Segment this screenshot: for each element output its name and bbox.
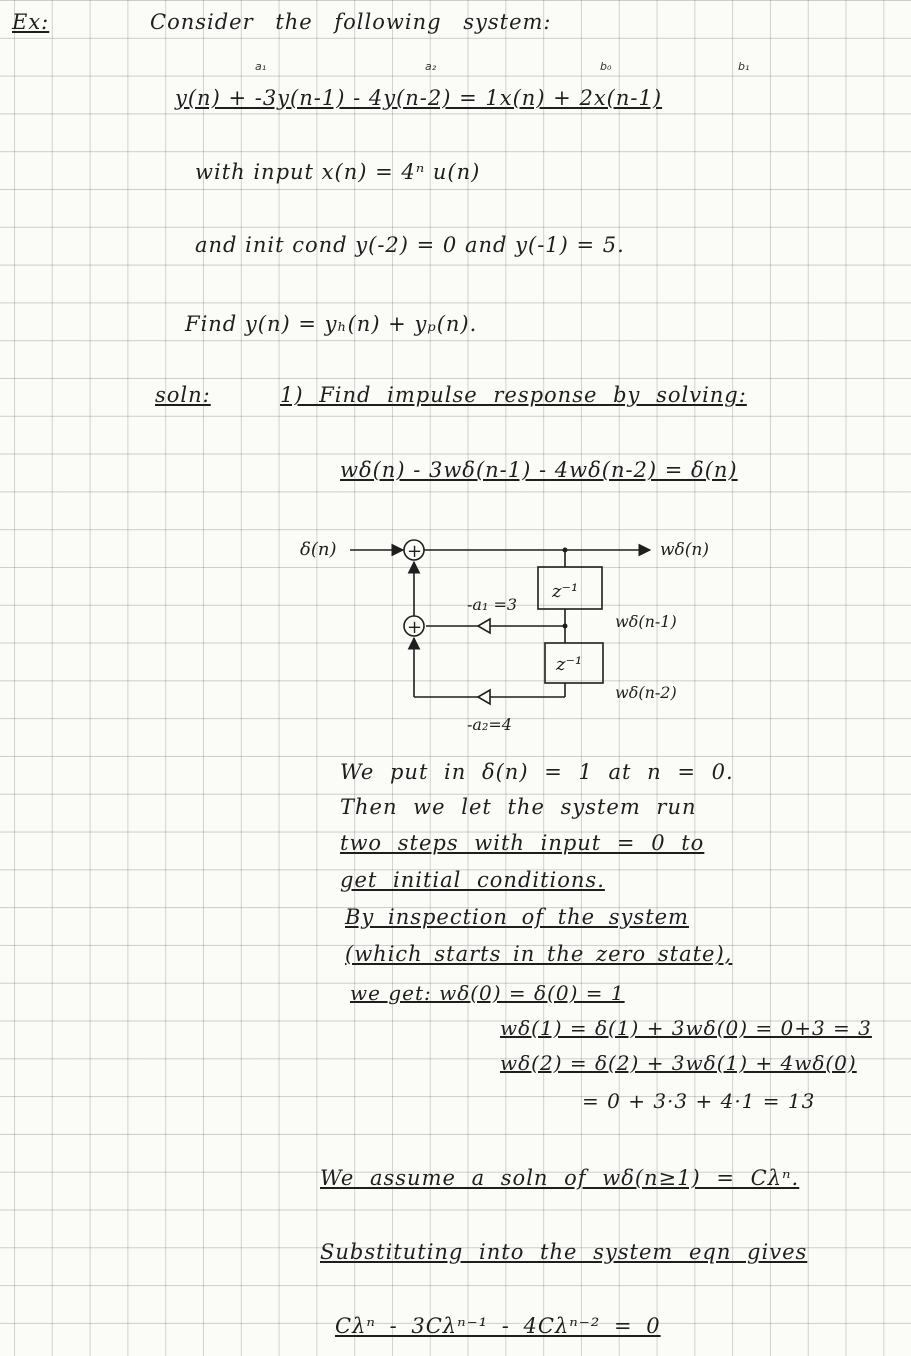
tap2-label: wδ(n-2) [615,683,677,702]
intro-line: Consider the following system: [150,10,552,34]
input-label: δ(n) [300,539,337,560]
sum-node-1-sign: + [407,541,423,562]
explanation-line-2: Then we let the system run [340,795,697,819]
output-label: wδ(n) [660,540,709,560]
gain1-label: -a₁ =3 [467,595,518,614]
tap1-label: wδ(n-1) [615,612,677,631]
input-definition: with input x(n) = 4ⁿ u(n) [195,160,481,184]
substitution-line: Substituting into the system eqn gives [320,1240,808,1264]
block-diagram [290,515,750,745]
step1-heading: 1) Find impulse response by solving: [280,383,747,407]
explanation-line-6: (which starts in the zero state), [345,942,733,966]
result-w2-value: = 0 + 3·3 + 4·1 = 13 [582,1089,816,1113]
solution-label: soln: [155,383,211,407]
coef-label-b1: b₁ [738,60,750,73]
initial-conditions: and init cond y(-2) = 0 and y(-1) = 5. [195,233,625,257]
explanation-line-1: We put in δ(n) = 1 at n = 0. [340,760,734,784]
explanation-line-5: By inspection of the system [345,905,689,929]
system-equation: y(n) + -3y(n-1) - 4y(n-2) = 1x(n) + 2x(n-1) [175,86,663,110]
result-w1: wδ(1) = δ(1) + 3wδ(0) = 0+3 = 3 [500,1016,872,1040]
sum-node-2-sign: + [407,617,423,638]
find-statement: Find y(n) = yₕ(n) + yₚ(n). [185,312,478,336]
assumption-line: We assume a soln of wδ(n≥1) = Cλⁿ. [320,1166,800,1190]
result-w2: wδ(2) = δ(2) + 3wδ(1) + 4wδ(0) [500,1051,857,1075]
gain2-label: -a₂=4 [467,715,512,734]
ex-label: Ex: [12,10,50,34]
coef-label-a1: a₁ [255,60,267,73]
coef-label-a2: a₂ [425,60,437,73]
characteristic-equation: Cλⁿ - 3Cλⁿ⁻¹ - 4Cλⁿ⁻² = 0 [335,1314,661,1338]
delay-label-2: z⁻¹ [556,654,583,675]
explanation-line-4: get initial conditions. [340,868,605,892]
result-w0: we get: wδ(0) = δ(0) = 1 [350,981,625,1005]
gain-triangle-2 [478,690,490,704]
gain-triangle-1 [478,619,490,633]
impulse-equation: wδ(n) - 3wδ(n-1) - 4wδ(n-2) = δ(n) [340,458,738,482]
coef-label-b0: b₀ [600,60,612,73]
explanation-line-3: two steps with input = 0 to [340,831,705,855]
delay-label-1: z⁻¹ [552,581,579,602]
